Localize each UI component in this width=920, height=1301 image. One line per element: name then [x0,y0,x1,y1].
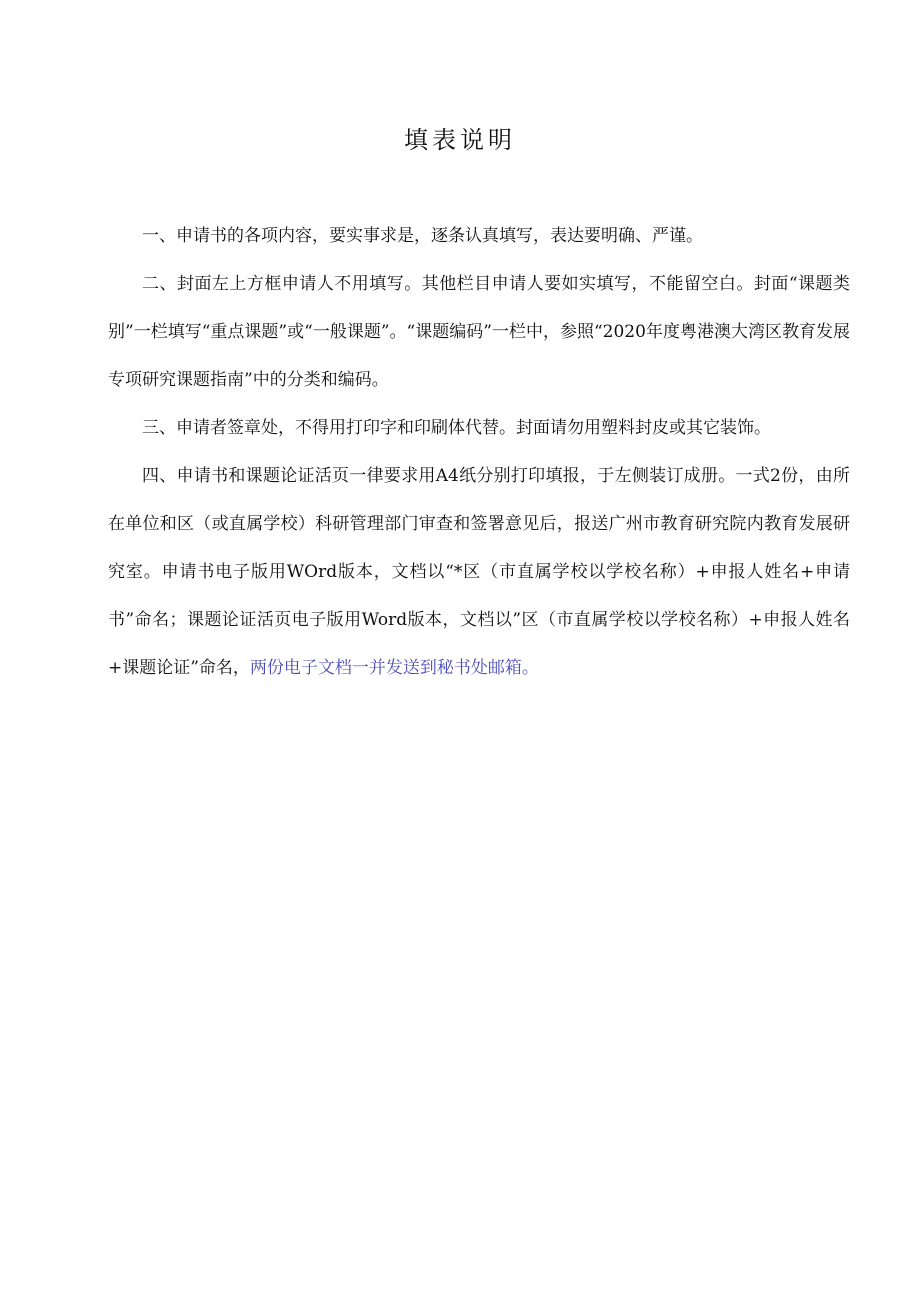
instruction-paragraph-1 [108,212,850,260]
instruction-text-2: 二、封面左上方框申请人不用填写。其他栏目申请人要如实填写，不能留空白。封面“课题类别”一栏填写“重点课题”或“一般课题”。“课题编码”一栏中，参照“2020年度粤港澳大湾区教育发展专项研究课题指南”中的分类和编码。 [108,274,850,390]
instruction-paragraph-3 [108,404,850,452]
instruction-paragraph-4 [108,452,850,692]
email-submission-note: 两份电子文档一并发送到秘书处邮箱。 [249,658,539,678]
instruction-paragraph-2 [108,260,850,404]
instruction-text-4: 四、申请书和课题论证活页一律要求用A4纸分别打印填报，于左侧装订成册。一式2份，由所在单位和区（或直属学校）科研管理部门审查和签署意见后，报送广州市教育研究院内教育发展研究室。申请书电子版用WOrd版本，文档以“*区（市直属学校以学校名称）+申报人姓名+申请书”命名；课题论证活页电子版用Word版本，文档以”区（市直属学校以学校名称）+申报人姓名+课题论证”命名， [108,466,850,678]
page-title: 填表说明 [404,126,516,154]
instructions-body [108,212,850,692]
instruction-text-3: 三、申请者签章处，不得用打印字和印刷体代替。封面请勿用塑料封皮或其它装饰。 [142,418,771,438]
instruction-text-1: 一、申请书的各项内容，要实事求是，逐条认真填写，表达要明确、严谨。 [142,226,703,246]
